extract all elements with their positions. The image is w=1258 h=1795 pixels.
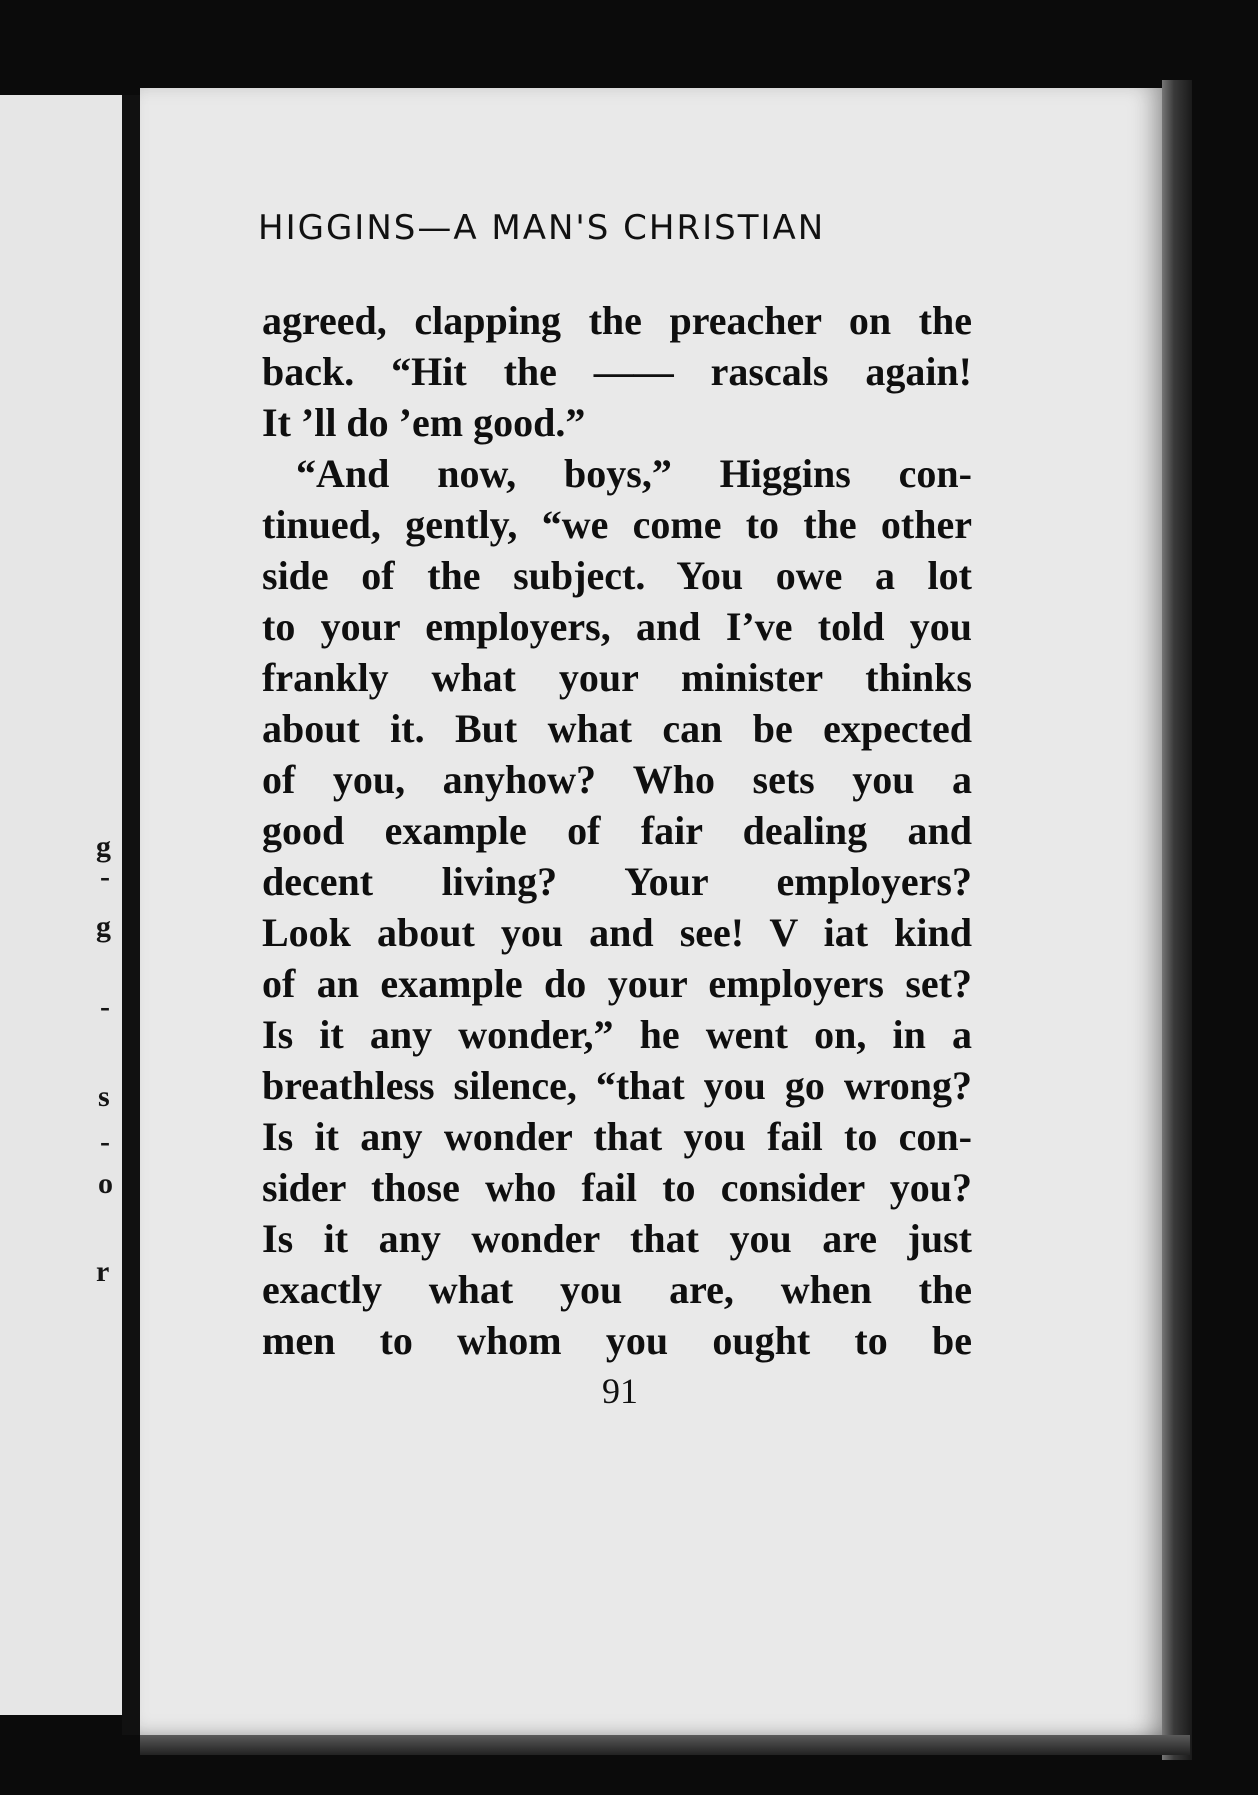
left-page-fragment: s [98, 1080, 110, 1113]
left-page-fragment: r [96, 1255, 110, 1288]
text-line: Is it any wonder that you are just [262, 1216, 972, 1261]
text-line: Is it any wonder that you fail to con- [262, 1114, 972, 1159]
page-edge-bottom [140, 1735, 1190, 1755]
text-line: to your employers, and I’ve told you [262, 604, 972, 649]
left-page-fragment: g [96, 830, 111, 863]
left-page-fragment: - [100, 1125, 110, 1158]
text-line: It ’ll do ’em good.” [262, 400, 586, 445]
text-line: side of the subject. You owe a lot [262, 553, 972, 598]
text-line: sider those who fail to consider you? [262, 1165, 972, 1210]
left-page-fragment: o [98, 1167, 113, 1200]
text-line: “And now, boys,” Higgins con- [296, 451, 972, 496]
body-text [262, 295, 972, 1366]
left-facing-page [0, 95, 128, 1715]
text-line: breathless silence, “that you go wrong? [262, 1063, 972, 1108]
text-line: frankly what your minister thinks [262, 655, 972, 700]
running-head: HIGGINS—A MAN'S CHRISTIAN [258, 208, 826, 248]
text-line: tinued, gently, “we come to the other [262, 502, 972, 547]
text-line: good example of fair dealing and [262, 808, 972, 853]
text-line: about it. But what can be expected [262, 706, 972, 751]
text-line: men to whom you ought to be [262, 1318, 972, 1363]
text-line: Is it any wonder,” he went on, in a [262, 1012, 972, 1057]
left-page-fragment: g [96, 910, 111, 943]
text-line: decent living? Your employers? [262, 859, 972, 904]
book-gutter [122, 95, 140, 1735]
left-page-fragment: - [100, 860, 110, 893]
page-number: 91 [602, 1371, 638, 1411]
text-line: of you, anyhow? Who sets you a [262, 757, 972, 802]
text-line: agreed, clapping the preacher on the [262, 298, 972, 343]
text-line: of an example do your employers set? [262, 961, 972, 1006]
text-line: back. “Hit the —— rascals again! [262, 349, 972, 394]
text-line: Look about you and see! V iat kind [262, 910, 972, 955]
page-edge-right [1162, 80, 1192, 1760]
left-page-fragment: - [100, 990, 110, 1023]
text-line: exactly what you are, when the [262, 1267, 972, 1312]
